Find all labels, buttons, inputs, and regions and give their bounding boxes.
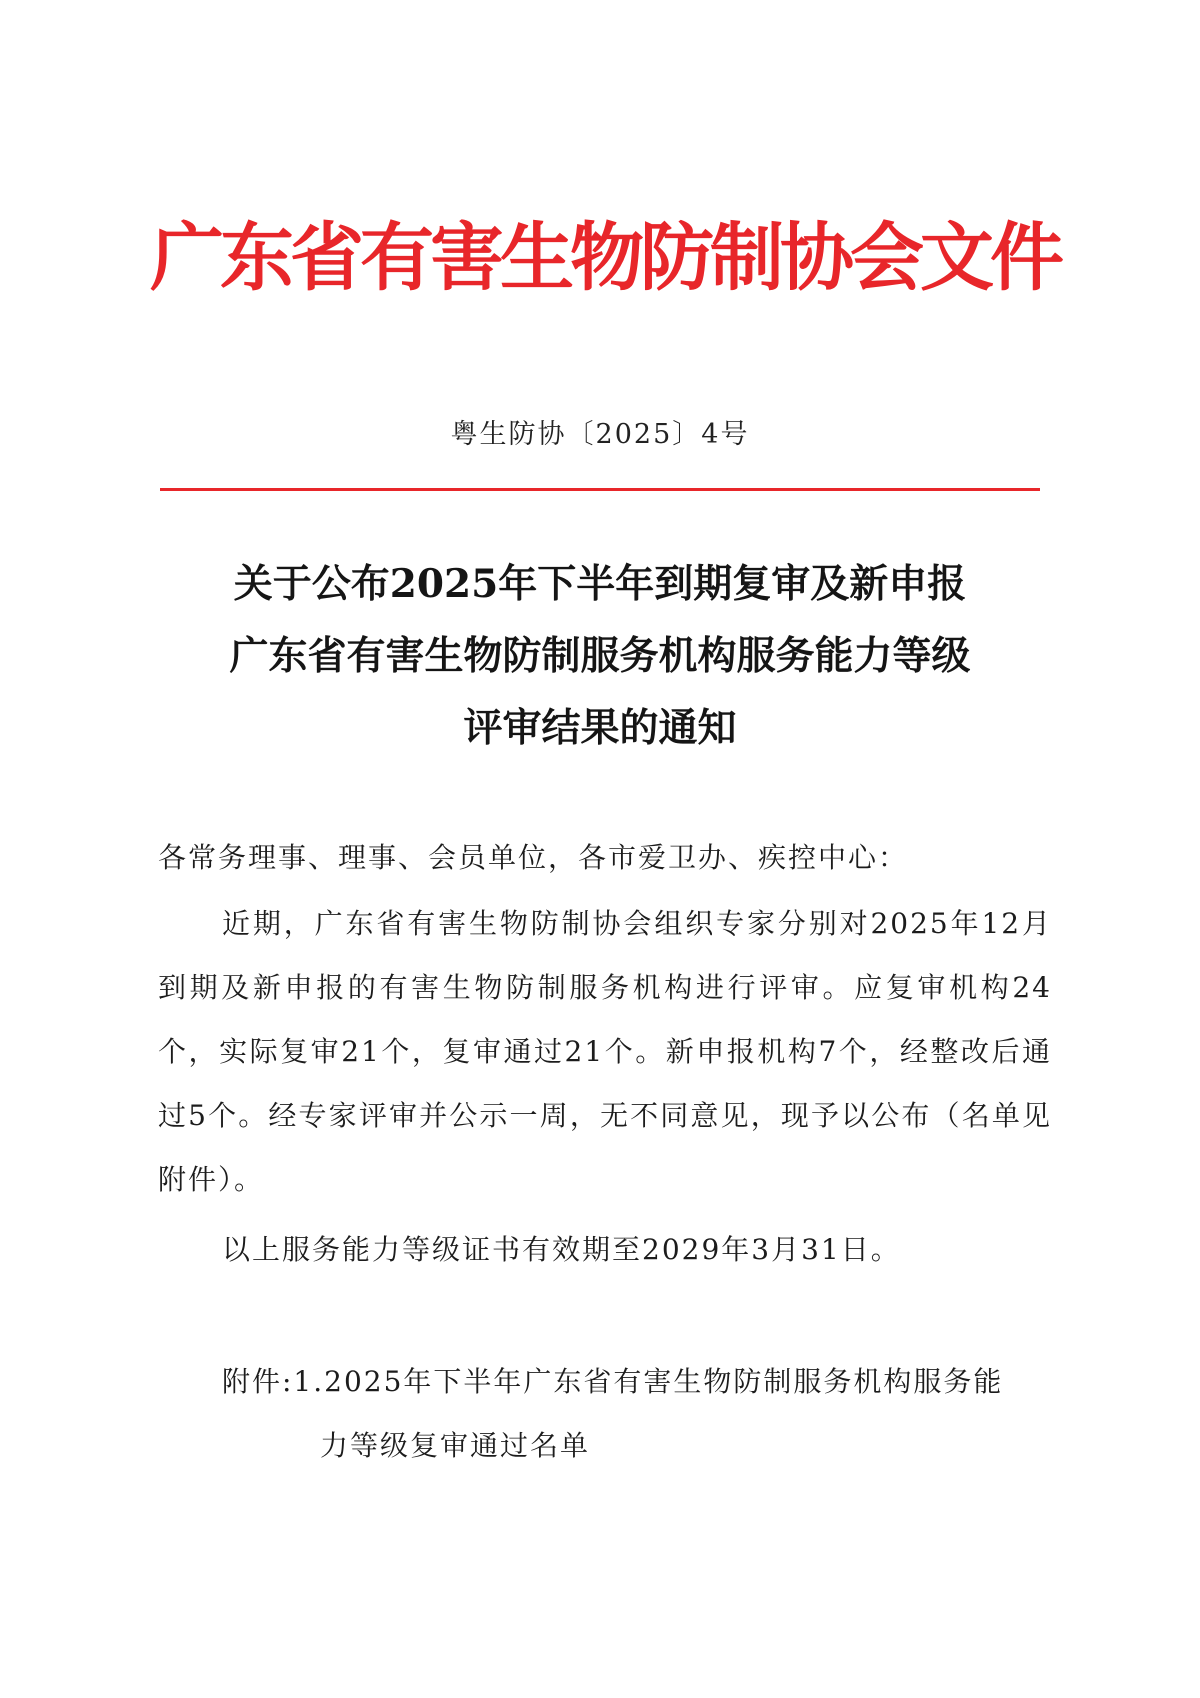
body-paragraph-2: 以上服务能力等级证书有效期至2029年3月31日。: [222, 1233, 901, 1266]
title-line-2: 广东省有害生物防制服务机构服务能力等级: [229, 633, 971, 679]
red-divider: [160, 488, 1040, 491]
attachment-line-1: 附件:1.2025年下半年广东省有害生物防制服务机构服务能: [222, 1365, 1004, 1398]
attachment-list: [222, 1350, 1052, 1478]
body-paragraph-1: 近期，广东省有害生物防制协会组织专家分别对2025年12月到期及新申报的有害生物防制服务机构进行评审。应复审机构24个，实际复审21个，复审通过21个。新申报机构7个，经整改后通过5个。经专家评审并公示一周，无不同意见，现予以公布（名单见附件）。: [158, 907, 1052, 1196]
salutation: 各常务理事、理事、会员单位，各市爱卫办、疾控中心：: [158, 841, 909, 874]
title-line-3: 评审结果的通知: [463, 705, 737, 751]
title-line-1: 关于公布2025年下半年到期复审及新申报: [233, 561, 967, 607]
attachment-line-2: 力等级复审通过名单: [320, 1429, 591, 1462]
notice-title: [150, 548, 1050, 764]
organization-header: 广东省有害生物防制协会文件: [150, 215, 1060, 301]
document-number: 粤生防协〔2025〕4号: [450, 419, 750, 450]
